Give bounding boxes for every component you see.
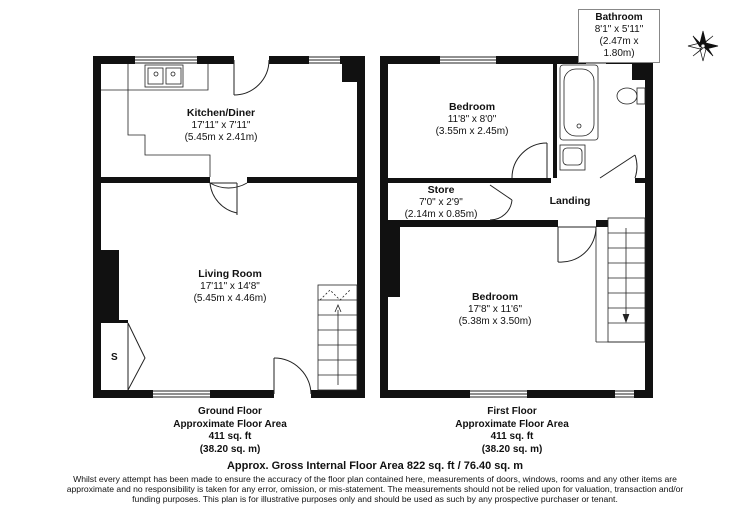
first-floor-stairs: [596, 218, 645, 342]
living-room-label: [180, 268, 280, 305]
first-floor-area-sqft: 411 sq. ft: [490, 431, 534, 442]
first-floor-area-sqm: (38.20 sq. m): [481, 443, 543, 455]
store-metric: (2.14m x 0.85m): [404, 209, 478, 220]
bathroom-label: [578, 9, 660, 63]
store-label: [396, 184, 486, 221]
compass-rose-icon: [688, 31, 718, 61]
bedroom2-label: [450, 291, 540, 328]
ground-floor-area-sqft: 411 sq. ft: [208, 431, 252, 442]
landing-name: Landing: [549, 195, 591, 207]
bathroom-imperial: 8'1" x 5'11": [594, 24, 644, 35]
living-room-metric: (5.45m x 4.46m): [193, 293, 267, 304]
ground-floor-title: Ground Floor: [198, 406, 262, 417]
bedroom1-name: Bedroom: [448, 101, 496, 113]
bathroom-fixtures: [560, 65, 645, 170]
ground-floor-area-sqm: (38.20 sq. m): [199, 443, 261, 455]
first-floor-title: First Floor: [487, 406, 537, 417]
kitchen-name: Kitchen/Diner: [186, 107, 256, 119]
store-imperial: 7'0" x 2'9": [419, 197, 463, 208]
kitchen-metric: (5.45m x 2.41m): [184, 132, 258, 143]
ground-floor-area-label: Approximate Floor Area: [173, 418, 287, 430]
landing-label: [545, 195, 595, 208]
bathroom-name: Bathroom: [595, 12, 643, 23]
kitchen-imperial: 17'11" x 7'11": [191, 120, 251, 131]
kitchen-label: [181, 107, 261, 144]
bedroom2-metric: (5.38m x 3.50m): [458, 316, 532, 327]
gross-area-heading: Approx. Gross Internal Floor Area 822 sq. ft / 76.40 sq. m: [226, 460, 524, 472]
first-floor-caption: [452, 406, 572, 456]
ground-floor-stairs: [318, 285, 357, 390]
ground-floor-caption: [170, 406, 290, 456]
bedroom1-imperial: 11'8" x 8'0": [447, 114, 497, 125]
bedroom2-imperial: 17'8" x 11'6": [467, 304, 523, 315]
first-floor-area-label: Approximate Floor Area: [455, 418, 569, 430]
first-floor-walls: [380, 56, 653, 398]
living-room-name: Living Room: [198, 268, 262, 280]
disclaimer-text: Whilst every attempt has been made to ensure the accuracy of the floor plan contained here, measurements of doors, windows, rooms and any other items are approximate and no responsibility is taken for any error, omission, or mis-statement. The measurements should not be relied upon for valuation, transaction and/or funding purposes. This plan is for illustrative purposes only and should be used as such by any prospective purchaser or tenant.: [66, 474, 684, 505]
store-name: Store: [427, 184, 455, 196]
bedroom2-name: Bedroom: [471, 291, 519, 303]
bedroom1-metric: (3.55m x 2.45m): [435, 126, 509, 137]
store-cupboard-mark: S: [111, 352, 118, 363]
bathroom-metric: (2.47m x 1.80m): [599, 36, 639, 59]
living-room-imperial: 17'11" x 14'8": [200, 281, 260, 292]
bedroom1-label: [432, 101, 512, 138]
